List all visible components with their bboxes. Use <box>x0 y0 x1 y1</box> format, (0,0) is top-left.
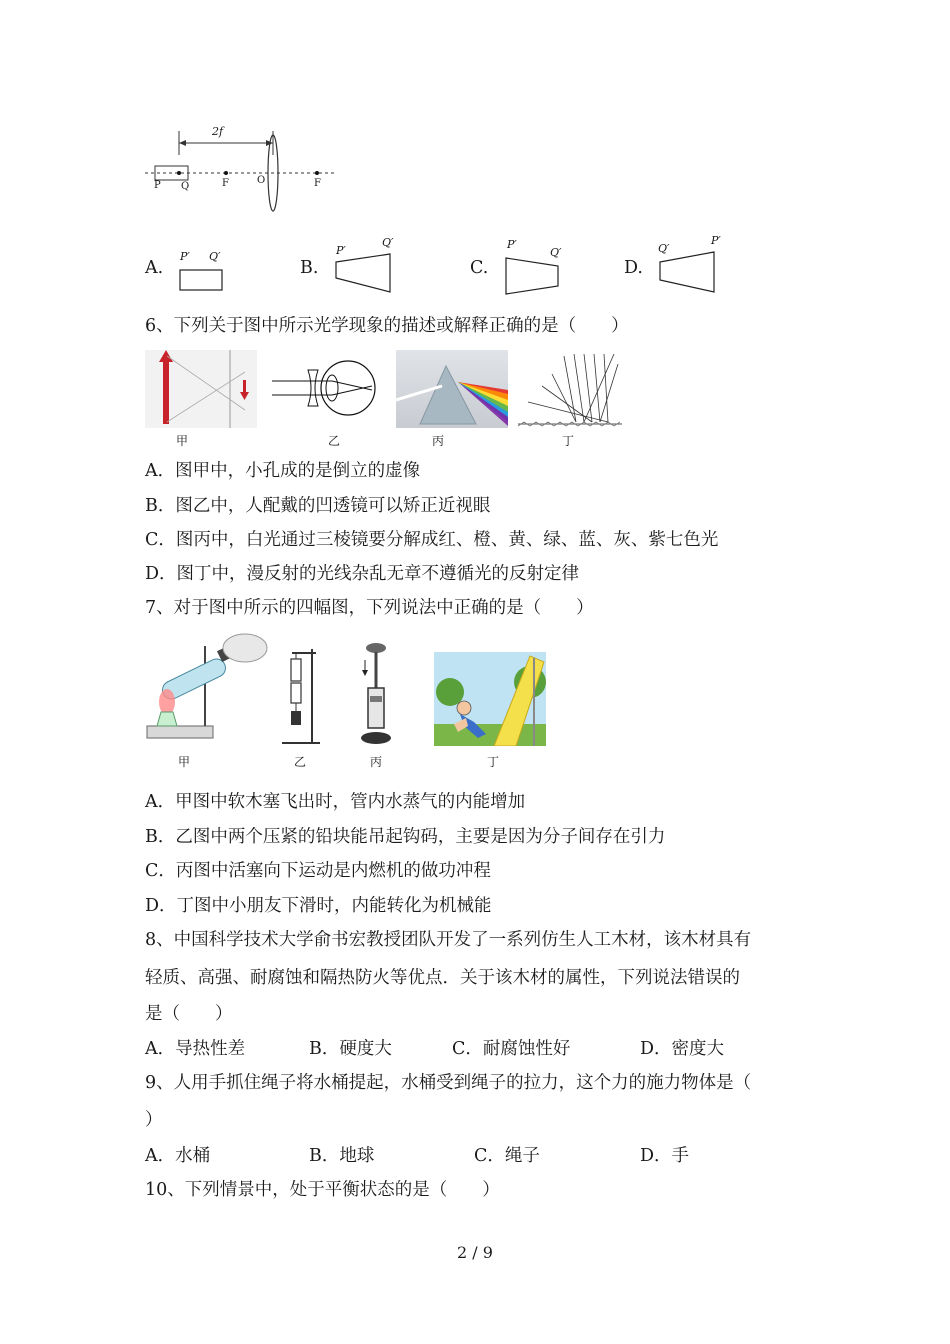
lens-label-p: P <box>154 180 161 191</box>
q5-option-a-q: Q′ <box>209 250 221 263</box>
q8-option-c: C．耐腐蚀性好 <box>452 1039 571 1059</box>
lens-diagram <box>145 125 340 215</box>
q5-option-c-letter: C. <box>470 258 489 278</box>
q9-option-d: D．手 <box>640 1146 690 1166</box>
q8-option-b: B．硬度大 <box>309 1039 392 1059</box>
q5-option-d-q: Q′ <box>658 242 670 255</box>
q6-caption-bing: 丙 <box>432 434 445 448</box>
q5-option-d-letter: D. <box>624 258 643 278</box>
lens-label-f1: F <box>222 178 229 189</box>
q6-option-c: C．图丙中，白光通过三棱镜要分解成红、橙、黄、绿、蓝、灰、紫七色光 <box>145 530 719 550</box>
q6-caption-jia: 甲 <box>176 434 189 448</box>
q7-option-a: A．甲图中软木塞飞出时，管内水蒸气的内能增加 <box>145 792 526 812</box>
q10-stem: 10、下列情景中，处于平衡状态的是（ ） <box>145 1180 500 1200</box>
q6-figure-bing <box>396 350 508 428</box>
q7-figure-ding <box>434 652 546 746</box>
q9-option-b: B．地球 <box>309 1146 375 1166</box>
q6-option-a: A．图甲中，小孔成的是倒立的虚像 <box>145 461 421 481</box>
q5-option-d-shape <box>656 248 720 296</box>
q7-caption-yi: 乙 <box>294 755 307 769</box>
lens-label-q: Q <box>181 181 190 192</box>
q6-figure-yi <box>268 350 380 428</box>
q7-caption-ding: 丁 <box>487 755 500 769</box>
q8-option-a: A．导热性差 <box>145 1039 246 1059</box>
q7-option-b: B．乙图中两个压紧的铅块能吊起钩码，主要是因为分子间存在引力 <box>145 827 666 847</box>
q5-option-c-q: Q′ <box>550 246 562 259</box>
q7-option-d: D．丁图中小朋友下滑时，内能转化为机械能 <box>145 896 492 916</box>
q6-caption-yi: 乙 <box>328 434 341 448</box>
q5-option-b-p: P′ <box>336 244 346 257</box>
q5-option-d-p: P′ <box>711 234 721 247</box>
q9-option-a: A．水桶 <box>145 1146 211 1166</box>
q6-figure-ding <box>518 350 622 428</box>
q7-caption-jia: 甲 <box>178 755 191 769</box>
q5-option-a-shape <box>178 268 226 294</box>
q9-stem-line-1: 9、人用手抓住绳子将水桶提起，水桶受到绳子的拉力，这个力的施力物体是（ <box>145 1073 752 1093</box>
page-number: 2 / 9 <box>457 1243 493 1262</box>
q7-figure-yi <box>278 645 323 745</box>
q8-stem-line-2: 轻质、高强、耐腐蚀和隔热防火等优点．关于该木材的属性，下列说法错误的 <box>145 968 740 988</box>
q7-caption-bing: 丙 <box>370 755 383 769</box>
q5-option-b-q: Q′ <box>382 236 394 249</box>
q8-option-d: D．密度大 <box>640 1039 725 1059</box>
q9-option-c: C．绳子 <box>474 1146 540 1166</box>
q6-option-b: B．图乙中，人配戴的凹透镜可以矫正近视眼 <box>145 496 491 516</box>
q7-option-c: C．丙图中活塞向下运动是内燃机的做功冲程 <box>145 861 491 881</box>
lens-label-o: O <box>257 175 266 186</box>
q8-stem-line-1: 8、中国科学技术大学俞书宏教授团队开发了一系列仿生人工木材，该木材具有 <box>145 930 752 950</box>
q6-stem: 6、下列关于图中所示光学现象的描述或解释正确的是（ ） <box>145 316 629 336</box>
q9-stem-line-2: ） <box>145 1110 163 1130</box>
q5-option-a-p: P′ <box>180 250 190 263</box>
q7-figure-jia <box>145 630 270 744</box>
q6-caption-ding: 丁 <box>562 434 575 448</box>
q6-option-d: D．图丁中，漫反射的光线杂乱无章不遵循光的反射定律 <box>145 564 580 584</box>
q7-stem: 7、对于图中所示的四幅图，下列说法中正确的是（ ） <box>145 598 594 618</box>
q7-figure-bing <box>356 640 396 748</box>
q6-figure-jia <box>145 350 257 428</box>
q5-option-a-letter: A. <box>145 258 164 278</box>
q5-option-c-p: P′ <box>507 238 517 251</box>
q8-stem-line-3: 是（ ） <box>145 1004 233 1024</box>
lens-dist-label: 2f <box>212 125 224 138</box>
lens-label-f2: F <box>314 178 321 189</box>
q5-option-b-letter: B. <box>300 258 319 278</box>
